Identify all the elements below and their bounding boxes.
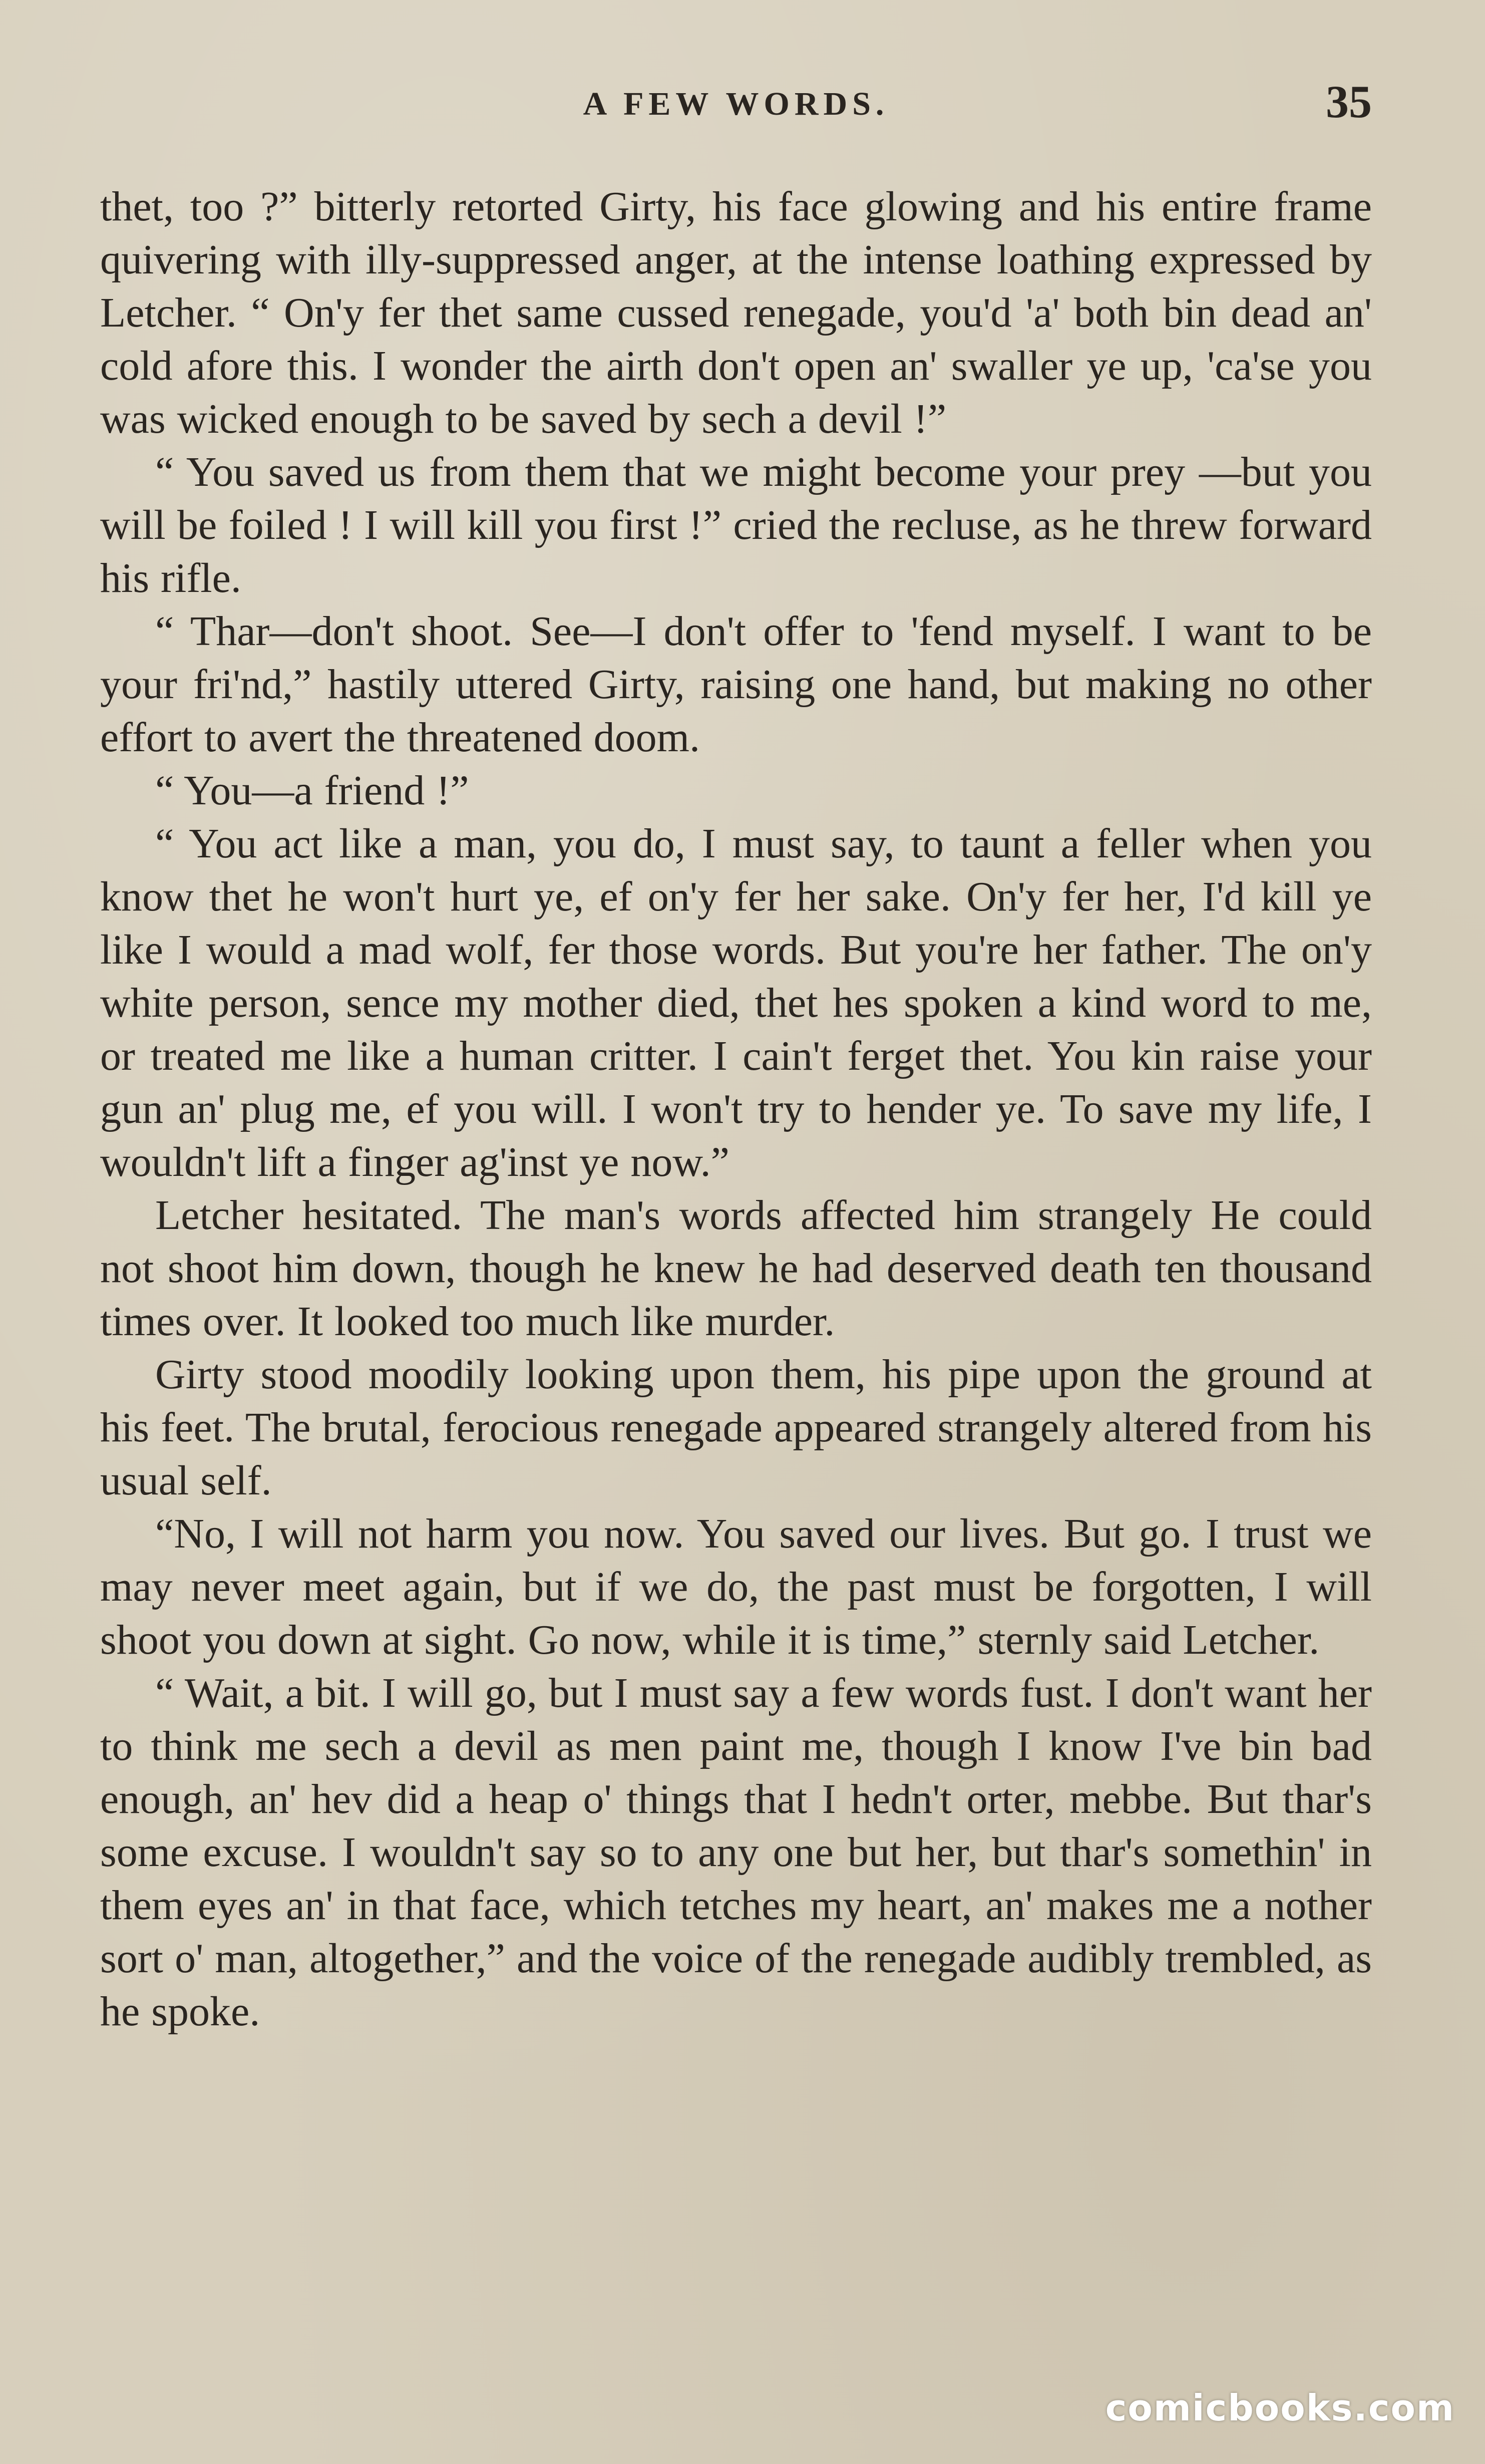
paragraph-4: “ You—a friend !”: [155, 767, 469, 814]
body-text: [100, 180, 1372, 2038]
page-number: 35: [1326, 76, 1372, 127]
paragraph-1: thet, too ?” bitterly retorted Girty, his face glowing and his entire frame quivering with illy-suppressed anger, at the intense loathing expressed by Letcher. “ On'y fer thet same cussed renegade, you'd 'a' both bin dead an' cold afore this. I wonder the airth don't open an' swaller ye up, 'ca'se you was wicked enough to be saved by sech a devil !”: [100, 183, 1372, 442]
paragraph-9: “ Wait, a bit. I will go, but I must say a few words fust. I don't want her to think me sech a devil as men paint me, though I know I've bin bad enough, an' hev did a heap o' things that I hedn't orter, mebbe. But thar's some excuse. I wouldn't say so to any one but her, but thar's somethin' in them eyes an' in that face, which tetches my heart, an' makes me a nother sort o' man, altogether,” and the voice of the renegade audibly trembled, as he spoke.: [100, 1670, 1372, 2035]
running-head: [100, 75, 1372, 130]
paragraph-3: “ Thar—don't shoot. See—I don't offer to 'fend myself. I want to be your fri'nd,” hastily uttered Girty, raising one hand, but making no other effort to avert the threatened doom.: [100, 608, 1372, 761]
paragraph-5: “ You act like a man, you do, I must say, to taunt a feller when you know thet he won't hurt ye, ef on'y fer her sake. On'y fer her, I'd kill ye like I would a mad wolf, fer those words. But you're her father. The on'y white person, sence my mother died, thet hes spoken a kind word to me, or treated me like a human critter. I cain't ferget thet. You kin raise your gun an' plug me, ef you will. I won't try to hender ye. To save my life, I wouldn't lift a finger ag'inst ye now.”: [100, 820, 1372, 1185]
paragraph-8: “No, I will not harm you now. You saved our lives. But go. I trust we may never meet again, but if we do, the past must be forgotten, I will shoot you down at sight. Go now, while it is time,” sternly said Letcher.: [100, 1510, 1372, 1663]
paragraph-2: “ You saved us from them that we might become your prey —but you will be foiled ! I will kill you first !” cried the recluse, as he threw forward his rifle.: [100, 449, 1372, 601]
paragraph-6: Letcher hesitated. The man's words affected him strangely He could not shoot him down, though he knew he had deserved death ten thousand times over. It looked too much like murder.: [100, 1192, 1372, 1345]
paragraph-7: Girty stood moodily looking upon them, his pipe upon the ground at his feet. The brutal, ferocious renegade appeared strangely altered from his usual self.: [100, 1351, 1372, 1504]
running-title: A FEW WORDS.: [583, 86, 889, 122]
watermark: comicbooks.com: [1105, 2387, 1455, 2429]
